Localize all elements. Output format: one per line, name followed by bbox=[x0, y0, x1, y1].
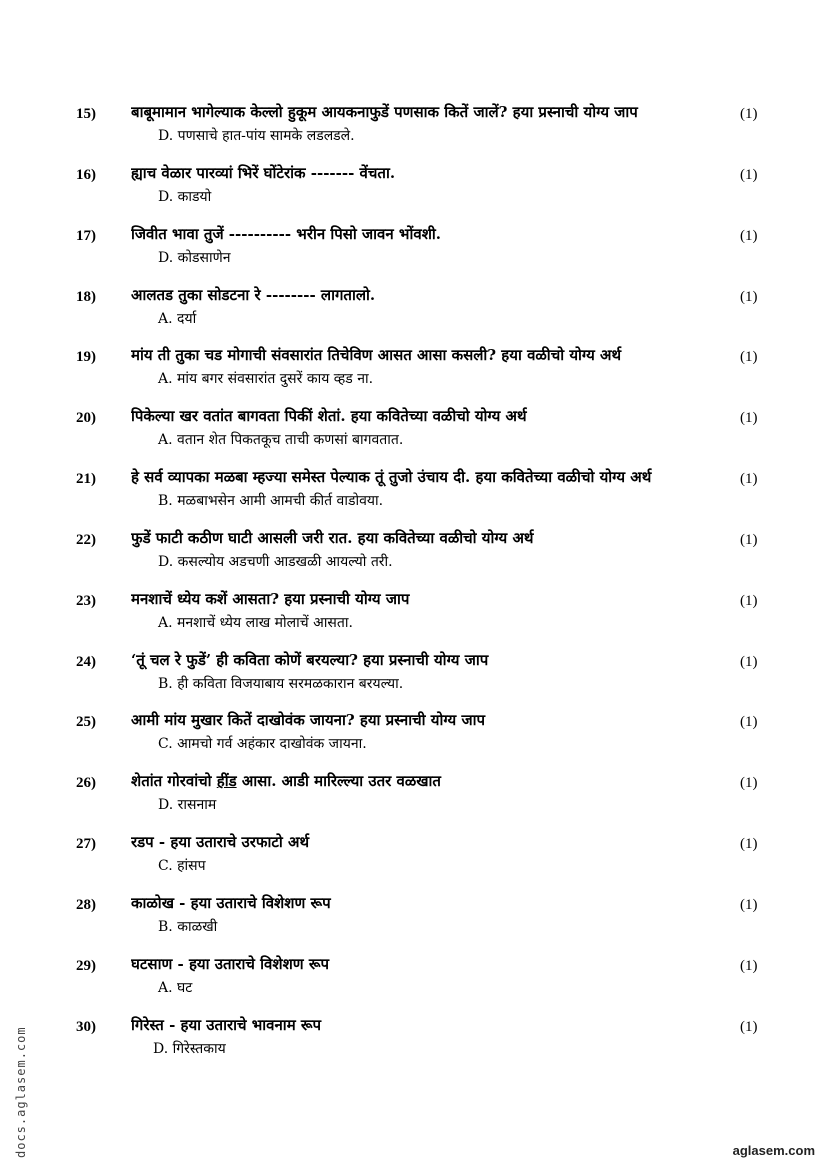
question-marks: (1) bbox=[740, 106, 758, 122]
question-text: फुडें फाटी कठीण घाटी आसली जरी रात. हया कवितेच्या वळीचो योग्य अर्थ bbox=[131, 529, 534, 547]
question-number: 25) bbox=[76, 714, 96, 730]
question-text: गिरेस्त - हया उताराचे भावनाम रूप bbox=[131, 1016, 322, 1034]
question-marks: (1) bbox=[740, 897, 758, 913]
question-text-after: आसा. आडी मारिल्ल्या उतर वळखात bbox=[236, 772, 441, 790]
question-marks: (1) bbox=[740, 471, 758, 487]
answer-text: C. हांसप bbox=[158, 858, 206, 874]
question-text: काळोख - हया उताराचे विशेशण रूप bbox=[131, 894, 331, 912]
question-marks: (1) bbox=[740, 654, 758, 670]
question-item bbox=[0, 1013, 827, 1069]
question-item bbox=[0, 161, 827, 217]
question-text: मनशाचें ध्येय कशें आसता? हया प्रस्नाची योग्य जाप bbox=[131, 590, 410, 608]
question-marks: (1) bbox=[740, 1019, 758, 1035]
answer-text: A. मांय बगर संवसारांत दुसरें काय व्हड ना. bbox=[158, 371, 374, 387]
question-item bbox=[0, 465, 827, 521]
question-item bbox=[0, 343, 827, 399]
answer-text: B. ही कविता विजयाबाय सरमळकारान बरयल्या. bbox=[158, 676, 404, 692]
answer-text: D. गिरेस्तकाय bbox=[153, 1041, 226, 1057]
question-marks: (1) bbox=[740, 289, 758, 305]
question-number: 26) bbox=[76, 775, 96, 791]
question-item bbox=[0, 404, 827, 460]
question-marks: (1) bbox=[740, 410, 758, 426]
answer-text: B. मळबाभसेन आमी आमची कीर्त वाडोवया. bbox=[158, 493, 384, 509]
question-number: 21) bbox=[76, 471, 96, 487]
question-text: आलतड तुका सोडटना रे -------- लागतालो. bbox=[131, 286, 376, 304]
question-number: 30) bbox=[76, 1019, 96, 1035]
question-number: 23) bbox=[76, 593, 96, 609]
underlined-word: हींड bbox=[216, 772, 237, 790]
question-item bbox=[0, 222, 827, 278]
question-number: 20) bbox=[76, 410, 96, 426]
question-item bbox=[0, 891, 827, 947]
question-number: 18) bbox=[76, 289, 96, 305]
question-item bbox=[0, 100, 827, 156]
question-item bbox=[0, 952, 827, 1008]
answer-text: D. काडयो bbox=[158, 189, 212, 205]
question-number: 16) bbox=[76, 167, 96, 183]
question-text bbox=[131, 771, 731, 791]
question-marks: (1) bbox=[740, 167, 758, 183]
answer-text: D. कोडसाणेन bbox=[158, 250, 231, 266]
question-number: 27) bbox=[76, 836, 96, 852]
answer-text: B. काळखी bbox=[158, 919, 218, 935]
question-item bbox=[0, 708, 827, 764]
answer-text: A. घट bbox=[158, 980, 193, 996]
question-marks: (1) bbox=[740, 349, 758, 365]
answer-text: D. रासनाम bbox=[158, 797, 217, 813]
question-marks: (1) bbox=[740, 532, 758, 548]
question-item bbox=[0, 526, 827, 582]
question-number: 22) bbox=[76, 532, 96, 548]
question-text: रडप - हया उताराचे उरफाटो अर्थ bbox=[131, 833, 310, 851]
question-number: 15) bbox=[76, 106, 96, 122]
question-number: 28) bbox=[76, 897, 96, 913]
question-item bbox=[0, 587, 827, 643]
answer-text: D. पणसाचे हात-पांय सामके लडलडले. bbox=[158, 128, 355, 144]
question-marks: (1) bbox=[740, 836, 758, 852]
question-number: 29) bbox=[76, 958, 96, 974]
question-marks: (1) bbox=[740, 228, 758, 244]
question-marks: (1) bbox=[740, 958, 758, 974]
answer-text: D. कसल्योय अडचणी आडखळी आयल्यो तरी. bbox=[158, 554, 393, 570]
question-text: पिकेल्या खर वतांत बागवता पिकीं शेतां. हया कवितेच्या वळीचो योग्य अर्थ bbox=[131, 407, 527, 425]
question-text: घटसाण - हया उताराचे विशेशण रूप bbox=[131, 955, 330, 973]
answer-text: A. वतान शेत पिकतकूच ताची कणसां बागवतात. bbox=[158, 432, 404, 448]
question-text: मांय ती तुका चड मोगाची संवसारांत तिचेविण आसत आसा कसली? हया वळीचो योग्य अर्थ bbox=[131, 346, 622, 364]
question-marks: (1) bbox=[740, 714, 758, 730]
question-item bbox=[0, 648, 827, 704]
question-item bbox=[0, 830, 827, 886]
question-text: हे सर्व व्यापका मळबा म्हज्या समेस्त पेल्याक तूं तुजो उंचाय दी. हया कवितेच्या वळीचो योग्य अर्थ bbox=[131, 468, 652, 486]
question-item bbox=[0, 283, 827, 339]
question-number: 17) bbox=[76, 228, 96, 244]
question-text: जिवीत भावा तुजें ---------- भरीन पिसो जावन भोंवशी. bbox=[131, 225, 442, 243]
question-text: ‘तूं चल रे फुडें’ ही कविता कोणें बरयल्या? हया प्रस्नाची योग्य जाप bbox=[131, 651, 489, 669]
answer-text: A. मनशाचें ध्येय लाख मोलाचें आसता. bbox=[158, 615, 353, 631]
question-text: आमी मांय मुखार कितें दाखोवंक जायना? हया प्रस्नाची योग्य जाप bbox=[131, 711, 486, 729]
question-item bbox=[0, 769, 827, 825]
question-number: 19) bbox=[76, 349, 96, 365]
answer-text: A. दर्या bbox=[158, 311, 197, 327]
question-number: 24) bbox=[76, 654, 96, 670]
question-text: ह्याच वेळार पारव्यां भिरें घोंटेरांक ------- वेंचता. bbox=[131, 164, 396, 182]
answer-text: C. आमचो गर्व अहंकार दाखोवंक जायना. bbox=[158, 736, 367, 752]
question-marks: (1) bbox=[740, 775, 758, 791]
watermark-text: docs.aglasem.com bbox=[14, 1026, 28, 1158]
site-footer[interactable]: aglasem.com bbox=[732, 1143, 815, 1158]
question-text-before: शेतांत गोरवांचो bbox=[131, 772, 217, 790]
question-marks: (1) bbox=[740, 593, 758, 609]
question-text: बाबूमामान भागेल्याक केल्लो हुकूम आयकनाफुडें पणसाक कितें जालें? हया प्रस्नाची योग्य जाप bbox=[131, 103, 638, 121]
